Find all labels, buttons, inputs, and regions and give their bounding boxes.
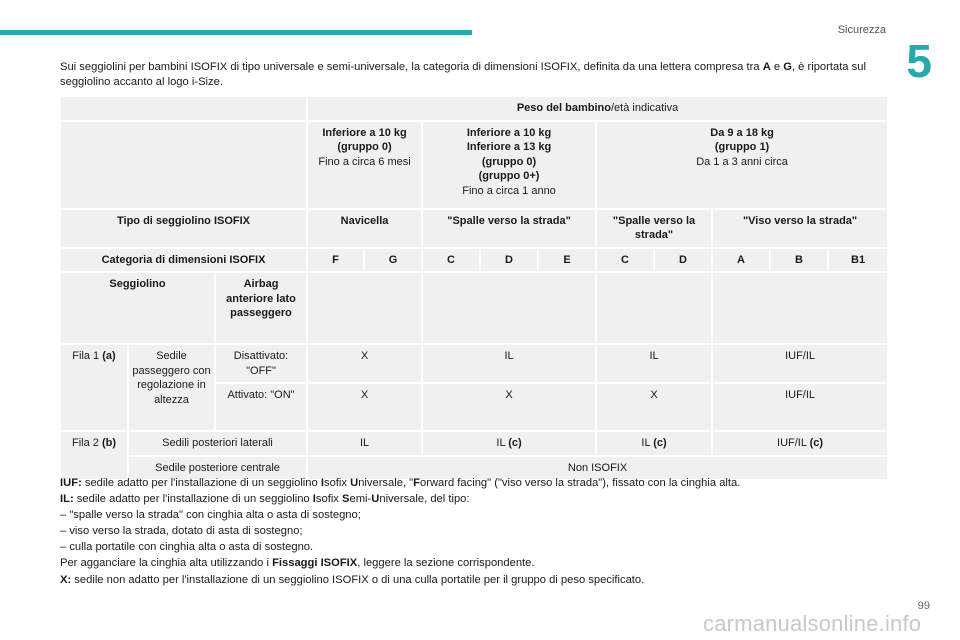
categoria-cell: C bbox=[422, 248, 480, 273]
section-title: Sicurezza bbox=[837, 24, 886, 36]
tipo-cell: Navicella bbox=[307, 209, 422, 248]
weight-group-0plus: Inferiore a 10 kg Inferiore a 13 kg (gruppo 0) (gruppo 0+) Fino a circa 1 anno bbox=[422, 121, 596, 209]
weight-group-0: Inferiore a 10 kg (gruppo 0) Fino a circa 6 mesi bbox=[307, 121, 422, 209]
table-cell: IUF/IL (c) bbox=[712, 431, 888, 456]
categoria-cell: B1 bbox=[828, 248, 888, 273]
note-dash-item: – culla portatile con cinghia alta o asta di sostegno. bbox=[60, 541, 314, 554]
airbag-attivato: Attivato: "ON" bbox=[215, 383, 307, 431]
chapter-number: 5 bbox=[906, 35, 932, 87]
legend-notes bbox=[60, 475, 900, 588]
airbag-disattivato: Disattivato: "OFF" bbox=[215, 344, 307, 383]
airbag-header: Airbag anteriore lato passeggero bbox=[215, 272, 307, 344]
fila-2-label: Fila 2 (b) bbox=[60, 431, 128, 480]
weight-group-1: Da 9 a 18 kg (gruppo 1) Da 1 a 3 anni circa bbox=[596, 121, 888, 209]
categoria-cell: C bbox=[596, 248, 654, 273]
table-cell-empty bbox=[422, 272, 596, 344]
tipo-label: Tipo di seggiolino ISOFIX bbox=[60, 209, 307, 248]
table-cell-empty bbox=[60, 121, 307, 209]
table-cell: IL (c) bbox=[422, 431, 596, 456]
categoria-cell: B bbox=[770, 248, 828, 273]
categoria-label: Categoria di dimensioni ISOFIX bbox=[60, 248, 307, 273]
table-cell-empty bbox=[712, 272, 888, 344]
note-iuf: IUF: sedile adatto per l'installazione di un seggiolino Isofix Universale, "Forward facing" ("viso verso la strada"), fissato con la cinghia alta. bbox=[60, 477, 741, 489]
table-row bbox=[60, 248, 888, 273]
categoria-cell: D bbox=[654, 248, 712, 273]
table-cell: IL bbox=[307, 431, 422, 456]
table-cell: X bbox=[307, 344, 422, 383]
table-cell: IL bbox=[596, 344, 712, 383]
table-cell-empty bbox=[307, 272, 422, 344]
sedile-centrale-label: Sedile posteriore centrale bbox=[128, 456, 307, 481]
categoria-cell: G bbox=[364, 248, 422, 273]
table-cell: IUF/IL bbox=[712, 344, 888, 383]
peso-header: Peso del bambino/età indicativa bbox=[307, 96, 888, 121]
tipo-cell: "Spalle verso la strada" bbox=[422, 209, 596, 248]
table-cell: X bbox=[596, 383, 712, 431]
table-cell: IL bbox=[422, 344, 596, 383]
categoria-cell: F bbox=[307, 248, 364, 273]
table-row bbox=[60, 272, 888, 344]
table-row bbox=[60, 121, 888, 209]
header-accent-bar bbox=[0, 30, 472, 35]
table-row bbox=[60, 344, 888, 383]
note-dash-item: – "spalle verso la strada" con cinghia alta o asta di sostegno; bbox=[60, 509, 361, 522]
table-row bbox=[60, 431, 888, 456]
seggiolino-header: Seggiolino bbox=[60, 272, 215, 344]
table-cell: IL (c) bbox=[596, 431, 712, 456]
table-row bbox=[60, 96, 888, 121]
sedili-laterali-label: Sedili posteriori laterali bbox=[128, 431, 307, 456]
intro-paragraph: Sui seggiolini per bambini ISOFIX di tipo universale e semi-universale, la categoria di dimensioni ISOFIX, definita da una lettera compresa tra A e G, è riportata sul seggiolino accanto al logo i-Size. bbox=[60, 61, 866, 88]
categoria-cell: A bbox=[712, 248, 770, 273]
table-cell-empty bbox=[596, 272, 712, 344]
non-isofix-cell: Non ISOFIX bbox=[307, 456, 888, 481]
table-cell: IUF/IL bbox=[712, 383, 888, 431]
categoria-cell: D bbox=[480, 248, 538, 273]
tipo-cell: "Spalle verso la strada" bbox=[596, 209, 712, 248]
watermark: carmanualsonline.info bbox=[703, 611, 922, 636]
page-number: 99 bbox=[917, 600, 930, 612]
note-dash-item: – viso verso la strada, dotato di asta di sostegno; bbox=[60, 525, 303, 538]
note-x: X: sedile non adatto per l'installazione di un seggiolino ISOFIX o di una culla portatile per il gruppo di peso specificato. bbox=[60, 573, 645, 586]
table-row bbox=[60, 209, 888, 248]
table-cell: X bbox=[307, 383, 422, 431]
note-il: IL: sedile adatto per l'installazione di un seggiolino Isofix Semi-Universale, del tipo: bbox=[60, 493, 470, 506]
table-cell: X bbox=[422, 383, 596, 431]
sedile-passeggero-label: Sedile passeggero con regolazione in altezza bbox=[128, 344, 215, 431]
isofix-table bbox=[59, 95, 889, 481]
fila-1-label: Fila 1 (a) bbox=[60, 344, 128, 431]
categoria-cell: E bbox=[538, 248, 596, 273]
table-cell-empty bbox=[60, 96, 307, 121]
note-aggancio: Per agganciare la cinghia alta utilizzando i Fissaggi ISOFIX, leggere la sezione corrispondente. bbox=[60, 557, 535, 570]
tipo-cell: "Viso verso la strada" bbox=[712, 209, 888, 248]
